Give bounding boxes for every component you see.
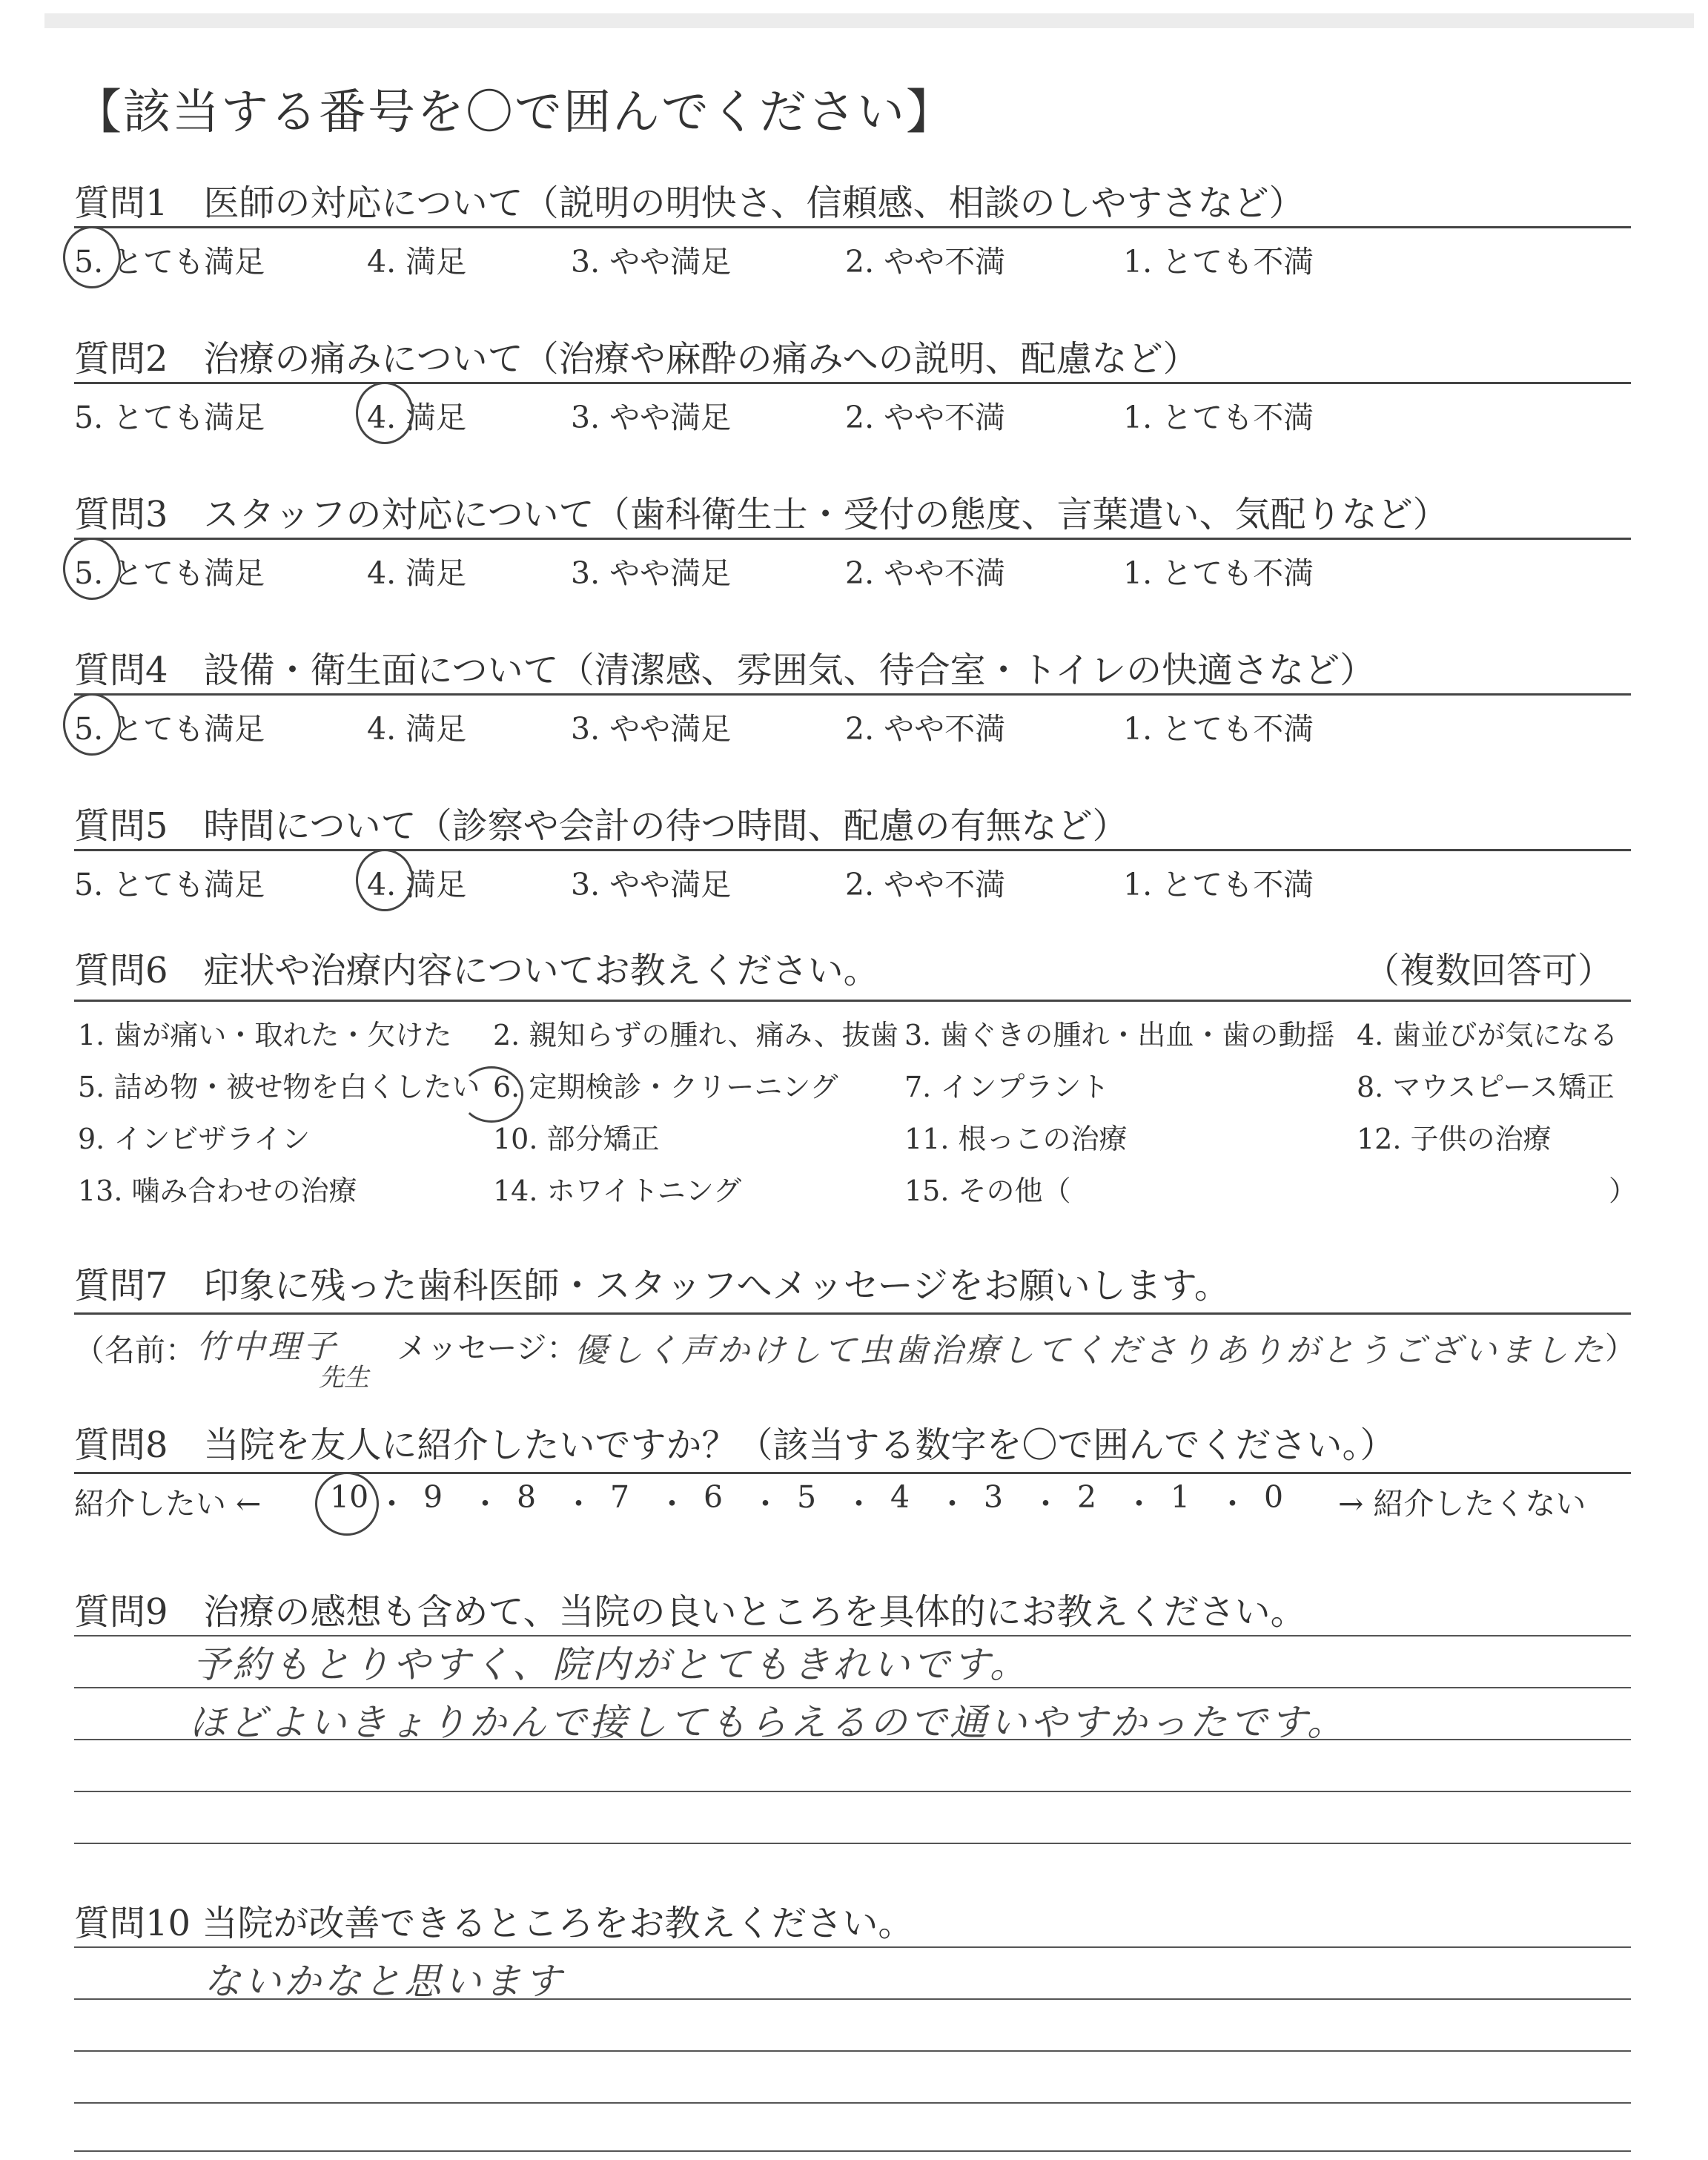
q9-answer-line-2: ほどよいきょりかんで接してもらえるので通いやすかったです。 [189, 1701, 1347, 1744]
q8-rule [74, 1472, 1631, 1474]
q5-option-3[interactable]: 3. やや満足 [571, 867, 732, 902]
scan-top-border [44, 13, 1694, 28]
q8-scale-option-2[interactable]: 2 [1077, 1479, 1097, 1515]
q6-option-3[interactable]: 3. 歯ぐきの腫れ・出血・歯の動揺 [904, 1019, 1335, 1051]
q6-note: （複数回答可） [1364, 950, 1614, 991]
q5-selection-circle [356, 849, 414, 911]
q6-option-1[interactable]: 1. 歯が痛い・取れた・欠けた [78, 1019, 452, 1051]
q6-option-12[interactable]: 12. 子供の治療 [1357, 1123, 1552, 1155]
q6-option-7[interactable]: 7. インプラント [904, 1071, 1110, 1103]
q4-title: 質問4 設備・衛生面について（清潔感、雰囲気、待合室・トイレの快適さなど） [74, 650, 1376, 691]
q3-option-4[interactable]: 4. 満足 [367, 555, 467, 591]
q3-option-5[interactable]: 5. とても満足 [74, 555, 265, 591]
q7-name-suffix: 先生 [319, 1363, 369, 1393]
q2-selection-circle [356, 382, 414, 444]
q6-other-close: ） [1609, 1175, 1638, 1207]
q4-selection-circle [63, 693, 121, 756]
q6-selection-circle [460, 1066, 523, 1123]
q6-option-14[interactable]: 14. ホワイトニング [493, 1175, 742, 1207]
q6-option-15[interactable]: 15. その他（ [904, 1175, 1071, 1207]
q8-right-label: → 紹介したくない [1338, 1486, 1586, 1522]
q6-option-11[interactable]: 11. 根っこの治療 [904, 1123, 1128, 1155]
q3-option-3[interactable]: 3. やや満足 [571, 555, 732, 591]
q4-option-1[interactable]: 1. とても不満 [1123, 711, 1314, 747]
q2-option-3[interactable]: 3. やや満足 [571, 400, 732, 435]
q10-answer-line-1: ないかなと思います [204, 1960, 564, 2003]
q6-option-5[interactable]: 5. 詰め物・被せ物を白くしたい [78, 1071, 480, 1103]
q8-scale-separator: ・ [750, 1486, 781, 1522]
q8-scale-option-0[interactable]: 0 [1264, 1479, 1284, 1515]
q6-title: 質問6 症状や治療内容についてお教えください。 [74, 950, 879, 991]
q9-title: 質問9 治療の感想も含めて、当院の良いところを具体的にお教えください。 [74, 1591, 1306, 1633]
q8-scale-separator: ・ [563, 1486, 594, 1522]
q9-answer-line-1: 予約もとりやすく、院内がとてもきれいです。 [193, 1643, 1030, 1686]
q1-option-1[interactable]: 1. とても不満 [1123, 244, 1314, 280]
q5-option-1[interactable]: 1. とても不満 [1123, 867, 1314, 902]
q8-scale-separator: ・ [1124, 1486, 1154, 1522]
q10-line-5 [74, 2150, 1631, 2152]
q2-option-1[interactable]: 1. とても不満 [1123, 400, 1314, 435]
q7-close: ） [1605, 1330, 1635, 1366]
q8-left-label: 紹介したい ← [74, 1486, 262, 1522]
q1-title: 質問1 医師の対応について（説明の明快さ、信頼感、相談のしやすさなど） [74, 182, 1305, 224]
q8-scale-separator: ・ [1217, 1486, 1248, 1522]
q2-option-5[interactable]: 5. とても満足 [74, 400, 265, 435]
q8-scale-option-3[interactable]: 3 [984, 1479, 1004, 1515]
q5-rule [74, 849, 1631, 851]
q8-scale-option-5[interactable]: 5 [797, 1479, 817, 1515]
q8-scale-separator: ・ [377, 1486, 407, 1522]
q9-line-4 [74, 1791, 1631, 1792]
q6-option-4[interactable]: 4. 歯並びが気になる [1357, 1019, 1618, 1051]
q8-scale-option-10[interactable]: 10 [330, 1479, 369, 1515]
q2-title: 質問2 治療の痛みについて（治療や麻酔の痛みへの説明、配慮など） [74, 338, 1199, 380]
q8-scale-separator: ・ [937, 1486, 967, 1522]
q6-option-10[interactable]: 10. 部分矯正 [493, 1123, 660, 1155]
q8-scale-separator: ・ [844, 1486, 874, 1522]
q10-line-3 [74, 2050, 1631, 2052]
q8-scale-option-4[interactable]: 4 [890, 1479, 910, 1515]
q8-title: 質問8 当院を友人に紹介したいですか？（該当する数字を〇で囲んでください。） [74, 1424, 1396, 1466]
q1-option-2[interactable]: 2. やや不満 [845, 244, 1006, 280]
form-header: 【該当する番号を〇で囲んでください】 [74, 85, 955, 140]
q8-scale-separator: ・ [1030, 1486, 1061, 1522]
q1-selection-circle [63, 226, 121, 288]
q8-scale-option-8[interactable]: 8 [517, 1479, 537, 1515]
q8-scale-separator: ・ [470, 1486, 500, 1522]
q5-option-4[interactable]: 4. 満足 [367, 867, 467, 902]
q6-option-13[interactable]: 13. 噛み合わせの治療 [78, 1175, 357, 1207]
q9-line-5 [74, 1843, 1631, 1844]
q4-option-4[interactable]: 4. 満足 [367, 711, 467, 747]
q1-option-4[interactable]: 4. 満足 [367, 244, 467, 280]
q4-option-2[interactable]: 2. やや不満 [845, 711, 1006, 747]
q4-option-3[interactable]: 3. やや満足 [571, 711, 732, 747]
q6-rule [74, 1000, 1631, 1002]
q1-rule [74, 226, 1631, 228]
q7-message-value: 優しく声かけして虫歯治療してくださりありがとうございました [575, 1332, 1606, 1370]
q6-option-9[interactable]: 9. インビザライン [78, 1123, 311, 1155]
q4-rule [74, 693, 1631, 696]
q6-option-2[interactable]: 2. 親知らずの腫れ、痛み、抜歯 [493, 1019, 898, 1051]
q5-option-2[interactable]: 2. やや不満 [845, 867, 1006, 902]
q2-rule [74, 382, 1631, 384]
q1-option-5[interactable]: 5. とても満足 [74, 244, 265, 280]
q5-option-5[interactable]: 5. とても満足 [74, 867, 265, 902]
q8-scale-separator: ・ [657, 1486, 687, 1522]
q8-scale-option-7[interactable]: 7 [610, 1479, 630, 1515]
q4-option-5[interactable]: 5. とても満足 [74, 711, 265, 747]
q5-title: 質問5 時間について（診察や会計の待つ時間、配慮の有無など） [74, 805, 1128, 847]
q8-selection-circle [315, 1472, 379, 1536]
q10-line-1 [74, 1946, 1631, 1948]
q6-option-8[interactable]: 8. マウスピース矯正 [1357, 1071, 1615, 1103]
q7-name-value: 竹中理子 [196, 1328, 339, 1366]
q7-message-label: メッセージ： [397, 1330, 577, 1366]
q7-title: 質問7 印象に残った歯科医師・スタッフへメッセージをお願いします。 [74, 1265, 1230, 1307]
q1-option-3[interactable]: 3. やや満足 [571, 244, 732, 280]
q7-rule [74, 1312, 1631, 1315]
q2-option-2[interactable]: 2. やや不満 [845, 400, 1006, 435]
q3-option-2[interactable]: 2. やや不満 [845, 555, 1006, 591]
q2-option-4[interactable]: 4. 満足 [367, 400, 467, 435]
q8-scale-option-6[interactable]: 6 [704, 1479, 724, 1515]
q3-option-1[interactable]: 1. とても不満 [1123, 555, 1314, 591]
q6-option-6[interactable]: 6. 定期検診・クリーニング [493, 1071, 838, 1103]
q8-scale-option-9[interactable]: 9 [423, 1479, 443, 1515]
q10-line-4 [74, 2102, 1631, 2104]
q8-scale-option-1[interactable]: 1 [1171, 1479, 1191, 1515]
q3-rule [74, 538, 1631, 540]
q3-selection-circle [63, 538, 121, 600]
q10-title: 質問10 当院が改善できるところをお教えください。 [74, 1903, 914, 1944]
q3-title: 質問3 スタッフの対応について（歯科衛生士・受付の態度、言葉遣い、気配りなど） [74, 494, 1449, 535]
q7-name-label: （名前： [74, 1332, 196, 1368]
